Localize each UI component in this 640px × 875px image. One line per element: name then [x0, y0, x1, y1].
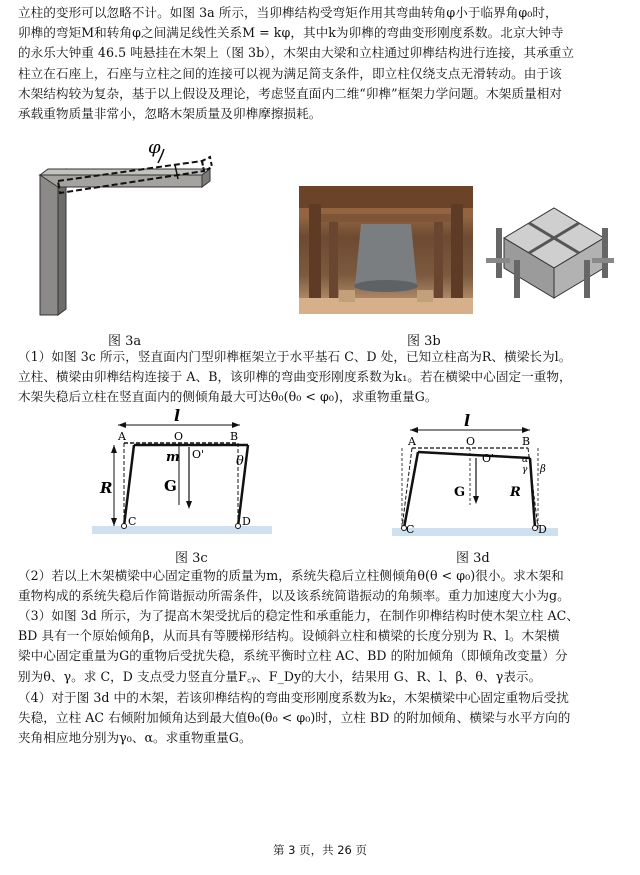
- label-m: m: [166, 450, 180, 465]
- label-A: A: [408, 435, 416, 448]
- figure-3c-caption: 图 3c: [175, 551, 208, 566]
- question-4: [18, 688, 624, 749]
- question-line: （1）如图 3c 所示，竖直面内门型卯榫框架立于水平基石 C、D 处，已知立柱高为R、横梁长为l。: [18, 349, 572, 364]
- question-1: [18, 347, 624, 408]
- label-gamma: γ: [522, 465, 528, 475]
- question-line: BD 具有一个原始倾角β，从而具有等腰梯形结构。设倾斜立柱和横梁的长度分别为 R、l。木架横: [18, 628, 560, 644]
- figure-3a: [30, 135, 230, 320]
- label-Oprime: O': [192, 448, 205, 461]
- label-O: O: [174, 430, 184, 443]
- label-G: G: [164, 477, 177, 495]
- label-alpha: α: [522, 455, 529, 465]
- label-beta: β: [540, 464, 546, 475]
- label-R: R: [100, 479, 113, 497]
- label-B: B: [522, 435, 531, 448]
- question-line: 别为θ、γ。求 C，D 支点受力竖直分量F꜀ᵧ、F_Dy的大小，结果用 G、R、l、β、θ、γ表示。: [18, 668, 542, 684]
- label-D: D: [538, 523, 547, 536]
- label-Oprime: O': [482, 452, 495, 465]
- label-B: B: [230, 430, 239, 443]
- question-line: 夹角相应地分别为γ₀、α。求重物重量G。: [18, 730, 252, 746]
- intro-line: 立柱的变形可以忽略不计。如图 3a 所示，当卯榫结构受弯矩作用其弯曲转角φ小于临界角φ₀时，: [18, 5, 558, 20]
- intro-line: 柱立在石座上，石座与立柱之间的连接可以视为满足简支条件，即立柱仅绕支点无滑转动。由于该: [18, 65, 562, 81]
- label-A: A: [118, 430, 126, 443]
- figure-3a-caption: 图 3a: [108, 334, 142, 349]
- question-line: 失稳，立柱 AC 右倾附加倾角达到最大值θ₀(θ₀ < φ₀)时，立柱 BD 的附加倾角、横梁与水平方向的: [18, 710, 571, 726]
- question-2: [18, 566, 624, 606]
- page-footer: 第 3 页，共 26 页: [272, 843, 368, 857]
- intro-line: 承载重物质量非常小，忽略木架质量及卯榫摩擦损耗。: [18, 106, 322, 122]
- figure-3c: [88, 405, 278, 545]
- question-line: （2）若以上木架横梁中心固定重物的质量为m，系统失稳后立柱侧倾角θ(θ < φ₀)很小。求木架和: [18, 568, 564, 583]
- label-l: l: [174, 406, 181, 425]
- label-O: O: [466, 435, 476, 448]
- label-D: D: [242, 515, 251, 528]
- angle-label: φ: [148, 137, 161, 158]
- label-C: C: [406, 523, 415, 536]
- question-line: 木架失稳后立柱在竖直面内的侧倾角最大可达θ₀(θ₀ < φ₀)，求重物重量G。: [18, 389, 438, 405]
- bell-photo: [299, 186, 473, 314]
- bell-photo-illustration: [299, 186, 473, 314]
- figure-3d: [390, 400, 560, 545]
- figure-3d-caption: 图 3d: [456, 551, 490, 566]
- label-l: l: [464, 411, 471, 430]
- intro-line: 的永乐大钟重 46.5 吨悬挂在木架上（图 3b），木架由大梁和立柱通过卯榫结构进行连接，其承重立: [18, 45, 575, 61]
- question-line: （3）如图 3d 所示，为了提高木架受扰后的稳定性和承重能力，在制作卯榫结构时使木架立柱 AC、: [18, 608, 579, 623]
- label-C: C: [128, 515, 137, 528]
- figure-3b-model: [484, 198, 614, 308]
- intro-paragraph: [18, 3, 624, 124]
- label-G: G: [454, 485, 466, 500]
- intro-line: 木架结构较为复杂，基于以上假设及理论，考虑竖直面内二维“卯榫”框架力学问题。木架质量相对: [18, 85, 563, 101]
- question-line: 梁中心固定重量为G的重物后受扰失稳，系统平衡时立柱 AC、BD 的附加倾角（即倾角改变量）分: [18, 648, 568, 664]
- question-3: [18, 606, 624, 687]
- label-theta: θ: [236, 454, 244, 469]
- figure-3b-caption: 图 3b: [407, 334, 441, 349]
- question-line: （4）对于图 3d 中的木架，若该卯榫结构的弯曲变形刚度系数为k₂，木架横梁中心固定重物后受扰: [18, 690, 569, 705]
- question-line: 重物构成的系统失稳后作简谐振动所需条件，以及该系统简谐振动的角频率。重力加速度大小为g。: [18, 588, 570, 604]
- question-line: 立柱、横梁由卯榫结构连接于 A、B，该卯榫的弯曲变形刚度系数为k₁。若在横梁中心固定一重物，: [18, 369, 572, 385]
- label-R: R: [510, 485, 521, 500]
- intro-line: 卯榫的弯矩M和转角φ之间满足线性关系M = kφ，其中k为卯榫的弯曲变形刚度系数。北京大钟寺: [18, 25, 564, 41]
